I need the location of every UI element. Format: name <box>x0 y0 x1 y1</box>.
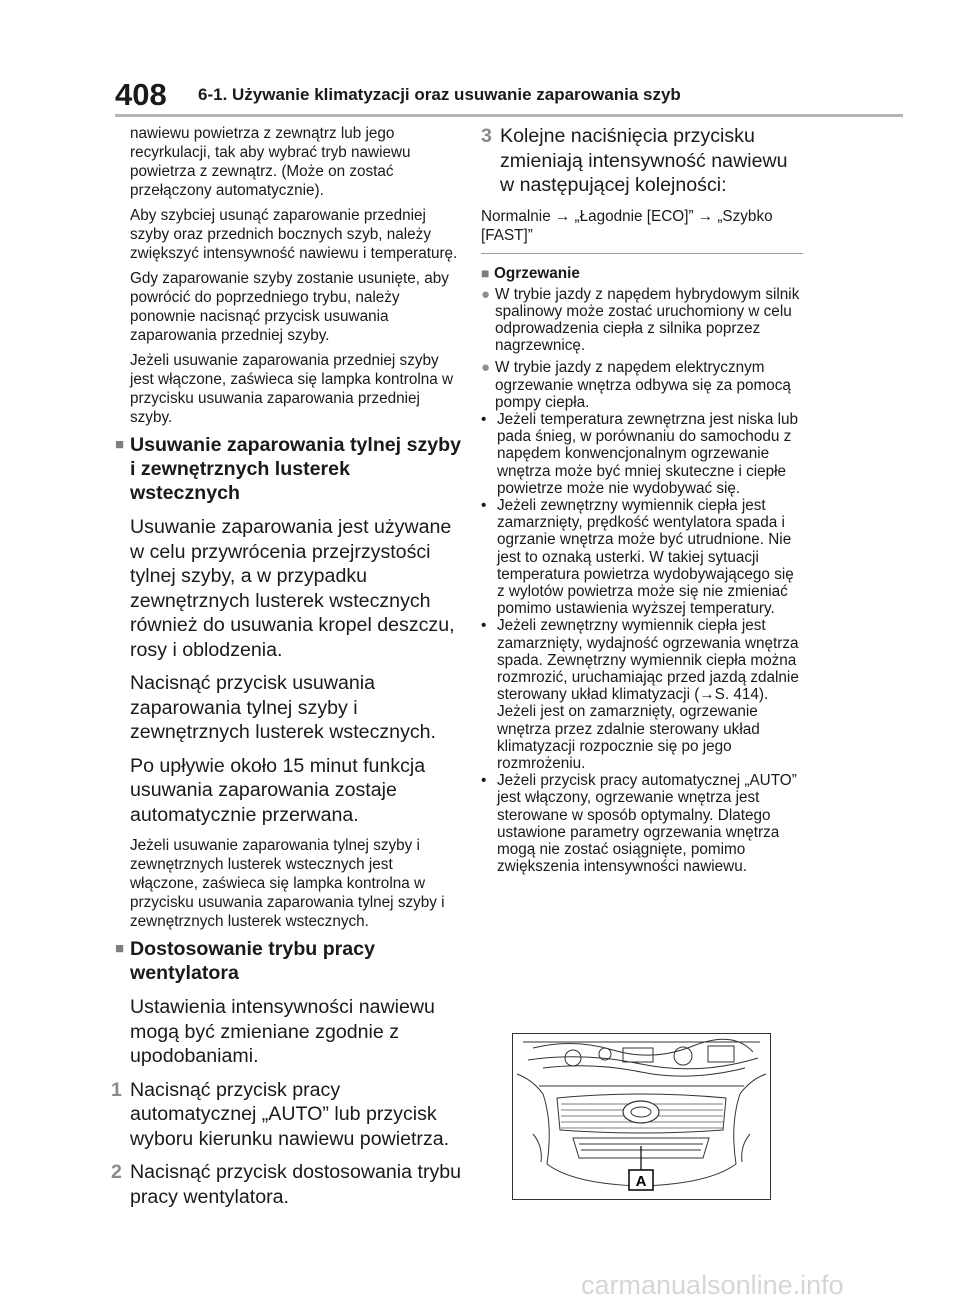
heating-note <box>481 497 803 617</box>
fan-paragraph: Ustawienia intensywności nawiewu mogą być zmieniane zgodnie z upodobaniami. <box>130 996 435 1067</box>
right-column <box>481 124 803 875</box>
note-text: Jeżeli przycisk pracy automatycznej „AUTO” jest włączony, ogrzewanie wnętrza jest sterowane w sposób optymalny. Dlatego ustawione parametry ogrzewania wnętrza mogą nie zostać osiągnięte, pomimo zwiększenia intensywności nawiewu. <box>497 772 797 876</box>
intro-paragraph: Jeżeli usuwanie zaparowania przedniej szyby jest włączone, zaświeca się lampka kontrolna w przycisku usuwania zaparowania przedniej szyby. <box>130 352 454 426</box>
step-number: 3 <box>481 125 492 147</box>
rear-note: Jeżeli usuwanie zaparowania tylnej szyby i zewnętrznych lusterek wstecznych jest włączone, zaświeca się lampka kontrolna w przycisku usuwania zaparowania tylnej szyby i zewnętrznych lusterek wstecznych. <box>130 837 445 930</box>
intro-paragraph: Gdy zaparowanie szyby zostanie usunięte, aby powrócić do poprzedniego trybu, należy ponownie nacisnąć przycisk usuwania zaparowania przedniej szyby. <box>130 270 449 344</box>
dot-bullet-icon: • <box>481 772 487 790</box>
section-divider <box>481 253 803 254</box>
watermark: carmanualsonline.info <box>581 1270 844 1300</box>
rear-paragraph: Po upływie około 15 minut funkcja usuwania zaparowania zostaje automatycznie przerwana. <box>130 754 426 826</box>
rear-defog-heading-text: Usuwanie zaparowania tylnej szyby i zewnętrznych lusterek wstecznych <box>130 434 462 504</box>
step-number: 2 <box>111 1161 122 1183</box>
square-bullet-icon: ■ <box>115 940 125 957</box>
circle-bullet-icon: ● <box>481 285 491 303</box>
heating-heading <box>481 264 803 283</box>
note-text: Jeżeli zewnętrzny wymiennik ciepła jest zamarznięty, prędkość wentylatora spada i ogrzanie wnętrza może być utrudnione. Nie jest to oznaką usterki. W takiej sytuacji temperatura powietrza wydobywającego się z wylotów powietrza może się nie zmieniać pomimo ustawienia wyższej temperatury. <box>497 496 794 618</box>
bullet-text: W trybie jazdy z napędem elektrycznym ogrzewanie wnętrza odbywa się za pomocą pompy ciepła. <box>495 359 791 411</box>
intro-paragraph: nawiewu powietrza z zewnątrz lub jego recyrkulacji, tak aby wybrać tryb nawiewu powietrza z zewnątrz. (Może on zostać przełączony automatycznie). <box>130 125 411 199</box>
heating-note <box>481 772 803 875</box>
page-number: 408 <box>115 77 167 112</box>
dot-bullet-icon: • <box>481 410 487 428</box>
intensity-sequence: Normalnie → „Łagodnie [ECO]” → „Szybko [FAST]” <box>481 207 773 244</box>
heating-note <box>481 411 803 497</box>
step-2 <box>111 1160 462 1209</box>
section-title: 6-1. Używanie klimatyzacji oraz usuwanie zaparowania szyb <box>198 85 681 104</box>
dot-bullet-icon: • <box>481 617 487 635</box>
heating-note <box>481 617 803 772</box>
page-header <box>115 78 905 112</box>
bullet-text: W trybie jazdy z napędem hybrydowym silnik spalinowy może zostać uruchomiony w celu odprowadzenia ciepła z silnika poprzez nagrzewnicę. <box>495 285 800 355</box>
header-rule <box>115 114 903 117</box>
step-number: 1 <box>111 1078 122 1101</box>
step-text: Kolejne naciśnięcia przycisku zmieniają intensywność nawiewu w następującej kolejności: <box>500 125 788 196</box>
circle-bullet-icon: ● <box>481 359 491 377</box>
dot-bullet-icon: • <box>481 496 487 514</box>
left-column <box>111 124 462 1218</box>
figure-label-a: A <box>635 1173 647 1190</box>
note-text: Jeżeli temperatura zewnętrzna jest niska lub pada śnieg, w porównaniu do samochodu z napędem konwencjonalnym ogrzewanie wnętrza może być mniej skuteczne i ciepłe powietrze może nie wydobywać się. <box>497 410 798 497</box>
rear-defog-heading <box>115 433 462 505</box>
step-text: Nacisnąć przycisk dostosowania trybu pracy wentylatora. <box>130 1161 462 1208</box>
heating-heading-text: Ogrzewanie <box>494 264 580 282</box>
rear-paragraph: Usuwanie zaparowania jest używane w celu przywrócenia przejrzystości tylnej szyby, a w przypadku zewnętrznych lusterek wstecznych również do usuwania kropel deszczu, rosy i oblodzenia. <box>130 516 455 661</box>
fan-mode-heading-text: Dostosowanie trybu pracy wentylatora <box>130 938 375 984</box>
car-front-drawing <box>513 1034 770 1199</box>
rear-paragraph: Nacisnąć przycisk usuwania zaparowania tylnej szyby i zewnętrznych lusterek wstecznych. <box>130 672 436 743</box>
step-1 <box>111 1078 462 1152</box>
intro-paragraph: Aby szybciej usunąć zaparowanie przedniej szyby oraz przednich bocznych szyb, należy zwiększyć intensywność nawiewu i temperaturę. <box>130 207 458 262</box>
note-text: Jeżeli zewnętrzny wymiennik ciepła jest zamarznięty, wydajność ogrzewania wnętrza spada. Zewnętrzny wymiennik ciepła można rozmrozić, uruchamiając przed jazdą zdalnie sterowany układ klimatyzacji (→S. 414). Jeżeli jest on zamarznięty, ogrzewanie wnętrza przez zdalnie sterowany układ klimatyzacji rozpocznie się po jego rozmrożeniu. <box>497 617 799 772</box>
heating-bullet <box>481 359 803 411</box>
front-grille-illustration <box>512 1033 771 1200</box>
square-bullet-icon: ■ <box>481 264 490 281</box>
heating-bullet <box>481 286 803 355</box>
square-bullet-icon: ■ <box>115 436 125 453</box>
step-text: Nacisnąć przycisk pracy automatycznej „AUTO” lub przycisk wyboru kierunku nawiewu powietrza. <box>130 1078 450 1150</box>
step-3 <box>481 124 803 198</box>
fan-mode-heading <box>115 937 462 985</box>
